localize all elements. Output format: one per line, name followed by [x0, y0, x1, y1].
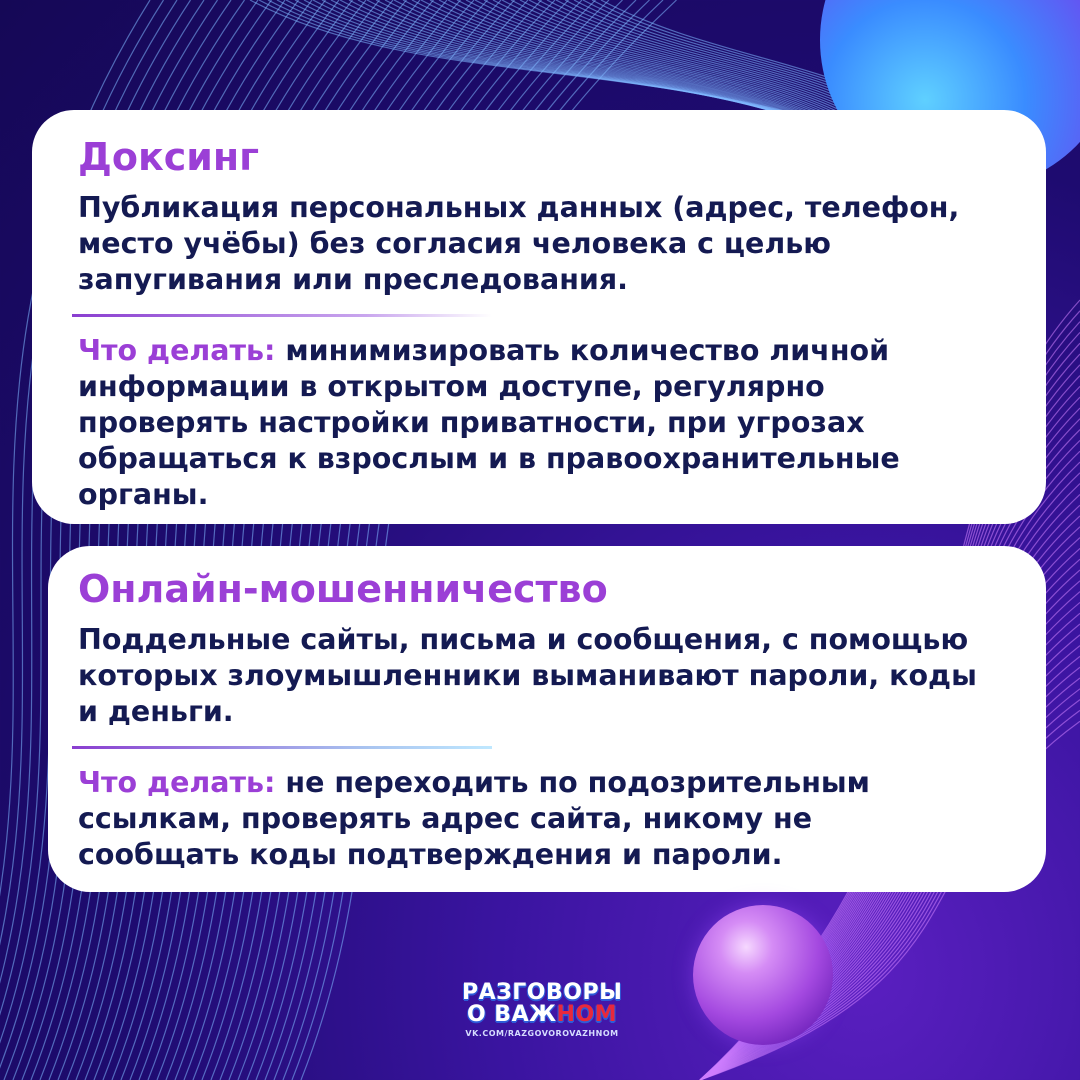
text-line: которых злоумышленники выманивают пароли, коды	[78, 659, 977, 692]
logo-text-red: НОМ	[556, 1002, 618, 1027]
logo-line2	[462, 1004, 622, 1026]
text-line: и деньги.	[78, 695, 234, 728]
todo-label: Что делать:	[78, 766, 276, 799]
text-line	[78, 765, 1016, 801]
card-todo	[78, 333, 1016, 513]
decorative-sphere-bottom	[693, 905, 833, 1045]
text-line: проверять настройки приватности, при угрозах	[78, 406, 865, 439]
card-todo	[78, 765, 1016, 873]
todo-label: Что делать:	[78, 334, 276, 367]
logo	[462, 982, 622, 1038]
logo-text: О ВАЖ	[466, 1002, 557, 1027]
text-line: органы.	[78, 478, 209, 511]
text-line: место учёбы) без согласия человека с целью	[78, 227, 831, 260]
divider	[72, 746, 492, 749]
text-line: информации в открытом доступе, регулярно	[78, 370, 825, 403]
card-title: Онлайн-мошенничество	[78, 567, 608, 611]
todo-text: минимизировать количество личной	[275, 334, 890, 367]
logo-url: VK.COM/RAZGOVOROVAZHNOM	[465, 1029, 619, 1038]
text-line: Публикация персональных данных (адрес, телефон,	[78, 191, 960, 224]
text-line	[78, 333, 1016, 369]
text-line: запугивания или преследования.	[78, 263, 628, 296]
text-line: Поддельные сайты, письма и сообщения, с помощью	[78, 623, 969, 656]
todo-text: не переходить по подозрительным	[275, 766, 870, 799]
card-description	[78, 622, 1016, 730]
card-doxing	[32, 110, 1046, 524]
text-line: ссылкам, проверять адрес сайта, никому не	[78, 802, 813, 835]
logo-line1: РАЗГОВОРЫ	[462, 980, 623, 1005]
text-line: обращаться к взрослым и в правоохранительные	[78, 442, 900, 475]
card-description	[78, 190, 1016, 298]
divider	[72, 314, 492, 317]
card-online-fraud	[48, 546, 1046, 892]
text-line: сообщать коды подтверждения и пароли.	[78, 838, 783, 871]
card-title: Доксинг	[78, 135, 260, 179]
